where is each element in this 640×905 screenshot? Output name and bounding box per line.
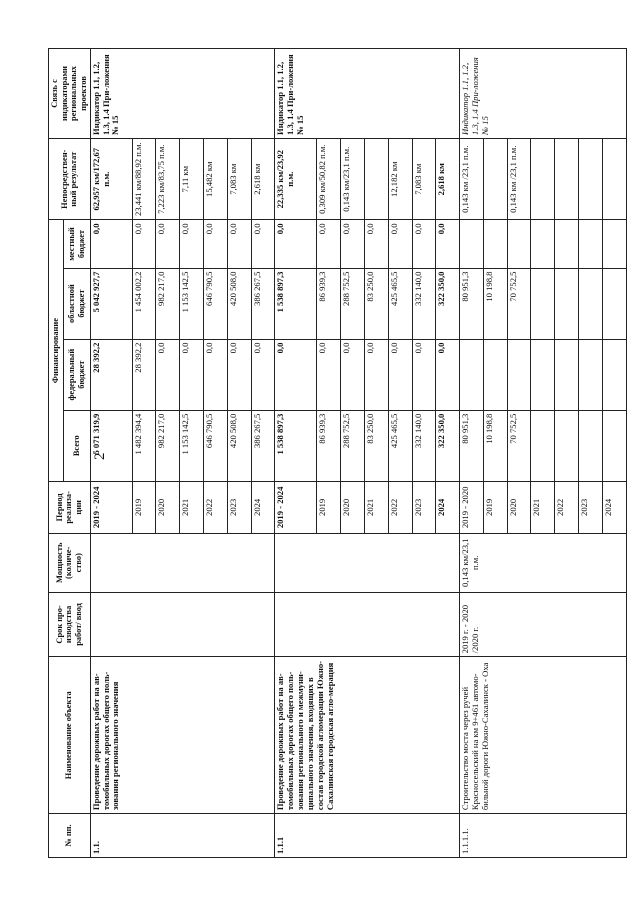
cell-res: 12,182 км bbox=[388, 138, 412, 220]
header-name: Наименование объекта bbox=[49, 657, 91, 814]
cell-total bbox=[578, 410, 602, 481]
header-capacity: Мощность (количе-ство) bbox=[49, 534, 91, 593]
cell-cap bbox=[90, 534, 275, 593]
cell-res: 15,482 км bbox=[204, 138, 228, 220]
cell-fed bbox=[483, 339, 507, 410]
cell-reg: 70 752,5 bbox=[507, 268, 531, 339]
cell-fed: 0,0 bbox=[275, 339, 317, 410]
cell-period: 2019 bbox=[317, 481, 341, 533]
cell-res: 7,223 км/83,75 п.м. bbox=[156, 138, 180, 220]
cell-fed: 28 392,2 bbox=[132, 339, 156, 410]
cell-reg: 1 153 142,5 bbox=[180, 268, 204, 339]
cell-reg bbox=[555, 268, 579, 339]
cell-loc: 0,0 bbox=[317, 220, 341, 268]
cell-fed: 0,0 bbox=[317, 339, 341, 410]
table-body bbox=[90, 49, 626, 858]
cell-period: 2023 bbox=[412, 481, 436, 533]
cell-res bbox=[578, 138, 602, 220]
cell-fed: 0,0 bbox=[412, 339, 436, 410]
cell-period: 2021 bbox=[180, 481, 204, 533]
cell-total: 1 538 897,3 bbox=[275, 410, 317, 481]
cell-res: 23,441 км/88,92 п.м. bbox=[132, 138, 156, 220]
cell-total: 425 465,5 bbox=[388, 410, 412, 481]
cell-period: 2019 bbox=[132, 481, 156, 533]
cell-cap: 0,143 км/23,1 п.м. bbox=[460, 534, 627, 593]
cell-fed bbox=[555, 339, 579, 410]
cell-fed: 0,0 bbox=[227, 339, 251, 410]
cell-total: 80 951,3 bbox=[460, 410, 484, 481]
cell-reg bbox=[602, 268, 626, 339]
cell-total: 1 482 394,4 bbox=[132, 410, 156, 481]
cell-fed: 0,0 bbox=[156, 339, 180, 410]
cell-loc: 0,0 bbox=[364, 220, 388, 268]
cell-period: 2021 bbox=[364, 481, 388, 533]
cell-res: 0,143 км/23,1 п.м. bbox=[341, 138, 365, 220]
cell-loc: 0,0 bbox=[227, 220, 251, 268]
cell-reg: 420 508,0 bbox=[227, 268, 251, 339]
header-local: местный бюджет bbox=[64, 220, 91, 268]
cell-total bbox=[602, 410, 626, 481]
header-federal: федеральный бюджет bbox=[64, 339, 91, 410]
cell-cap bbox=[275, 534, 460, 593]
cell-period: 2019 bbox=[483, 481, 507, 533]
cell-reg: 332 140,0 bbox=[412, 268, 436, 339]
header-num: № пп. bbox=[49, 814, 91, 858]
cell-res: 0,309 км/50,82 п.м. bbox=[317, 138, 341, 220]
cell-res: 7,083 км bbox=[227, 138, 251, 220]
cell-period: 2022 bbox=[388, 481, 412, 533]
cell-term bbox=[275, 592, 460, 657]
cell-link: Индикатор 1.1, 1.2, 1.3, 1.4 При-ложения № 15 bbox=[460, 49, 627, 139]
cell-total: 982 217,0 bbox=[156, 410, 180, 481]
cell-fed: 28 392,2 bbox=[90, 339, 132, 410]
cell-fed: 0,0 bbox=[204, 339, 228, 410]
cell-fed bbox=[531, 339, 555, 410]
cell-reg: 10 198,8 bbox=[483, 268, 507, 339]
cell-reg: 288 752,5 bbox=[341, 268, 365, 339]
header-link: Связь с индикаторами региональных проектов bbox=[49, 49, 91, 139]
cell-period: 2024 bbox=[436, 481, 460, 533]
table-row bbox=[275, 49, 317, 858]
cell-total: 1 153 142,5 bbox=[180, 410, 204, 481]
cell-total: 83 250,0 bbox=[364, 410, 388, 481]
cell-total: 5 071 319,9 bbox=[90, 410, 132, 481]
cell-loc: 0,0 bbox=[275, 220, 317, 268]
table-row bbox=[90, 49, 132, 858]
cell-total: 322 350,0 bbox=[436, 410, 460, 481]
cell-res: 2,618 км bbox=[436, 138, 460, 220]
cell-res bbox=[531, 138, 555, 220]
table-row bbox=[460, 49, 484, 858]
rotated-table-wrapper bbox=[48, 48, 620, 858]
cell-reg: 322 350,0 bbox=[436, 268, 460, 339]
cell-loc bbox=[578, 220, 602, 268]
cell-loc: 0,0 bbox=[251, 220, 275, 268]
cell-period: 2019 - 2020 bbox=[460, 481, 484, 533]
cell-fed: 0,0 bbox=[341, 339, 365, 410]
cell-fed: 0,0 bbox=[364, 339, 388, 410]
cell-fed bbox=[507, 339, 531, 410]
cell-loc bbox=[483, 220, 507, 268]
cell-res: 0,143 км /23,1 п.м. bbox=[507, 138, 531, 220]
cell-fed: 0,0 bbox=[388, 339, 412, 410]
cell-reg: 982 217,0 bbox=[156, 268, 180, 339]
cell-term bbox=[90, 592, 275, 657]
cell-reg bbox=[578, 268, 602, 339]
cell-total: 332 140,0 bbox=[412, 410, 436, 481]
cell-res: 7,083 км bbox=[412, 138, 436, 220]
cell-reg: 83 250,0 bbox=[364, 268, 388, 339]
cell-reg: 425 465,5 bbox=[388, 268, 412, 339]
cell-fed: 0,0 bbox=[251, 339, 275, 410]
cell-name: Строительство моста через ручей Красносельский на км 9+461 автомо-бильной дороги Южно-Сахалинск - Оха bbox=[460, 657, 627, 814]
cell-loc: 0,0 bbox=[132, 220, 156, 268]
cell-reg bbox=[531, 268, 555, 339]
cell-res: 22,335 км/23,92 п.м. bbox=[275, 138, 317, 220]
cell-period: 2023 bbox=[578, 481, 602, 533]
cell-num: 1.1. bbox=[90, 814, 275, 858]
cell-reg: 646 790,5 bbox=[204, 268, 228, 339]
cell-fed bbox=[602, 339, 626, 410]
cell-link: Индикатор 1.1, 1.2, 1.3, 1.4 При-ложения № 15 bbox=[90, 49, 275, 139]
cell-loc: 0,0 bbox=[436, 220, 460, 268]
cell-res bbox=[555, 138, 579, 220]
cell-period: 2019 - 2024 bbox=[90, 481, 132, 533]
cell-period: 2021 bbox=[531, 481, 555, 533]
cell-res bbox=[364, 138, 388, 220]
cell-name: Проведение дорожных работ на ав-томобильных дорогах общего поль-зования регионального и межмуни-ципального значения, входящих в состав городской агломерации Южно-Сахалинская городская агло-мерация bbox=[275, 657, 460, 814]
cell-loc: 0,0 bbox=[180, 220, 204, 268]
cell-loc: 0,0 bbox=[90, 220, 132, 268]
cell-num: 1.1.1 bbox=[275, 814, 460, 858]
header-period: Период реализа-ции bbox=[49, 481, 91, 533]
cell-period: 2020 bbox=[156, 481, 180, 533]
cell-loc: 0,0 bbox=[388, 220, 412, 268]
cell-period: 2020 bbox=[341, 481, 365, 533]
cell-total: 646 790,5 bbox=[204, 410, 228, 481]
header-regional: областной бюджет bbox=[64, 268, 91, 339]
cell-total: 70 752,5 bbox=[507, 410, 531, 481]
cell-loc bbox=[531, 220, 555, 268]
cell-loc: 0,0 bbox=[412, 220, 436, 268]
cell-total: 288 752,5 bbox=[341, 410, 365, 481]
cell-res bbox=[602, 138, 626, 220]
cell-term: 2019 г. - 2020 /2020 г. bbox=[460, 592, 627, 657]
cell-period: 2022 bbox=[204, 481, 228, 533]
header-term: Срок про-изводства работ/ ввод bbox=[49, 592, 91, 657]
cell-res bbox=[483, 138, 507, 220]
cell-reg: 5 042 927,7 bbox=[90, 268, 132, 339]
cell-total: 86 939,3 bbox=[317, 410, 341, 481]
cell-res: 0,143 км /23,1 п.м. bbox=[460, 138, 484, 220]
cell-fed: 0,0 bbox=[436, 339, 460, 410]
financing-table bbox=[48, 48, 627, 858]
cell-total bbox=[531, 410, 555, 481]
page-number: 2 bbox=[92, 452, 108, 460]
cell-period: 2023 bbox=[227, 481, 251, 533]
cell-reg: 1 538 897,3 bbox=[275, 268, 317, 339]
cell-period: 2024 bbox=[602, 481, 626, 533]
cell-loc bbox=[555, 220, 579, 268]
cell-res: 62,957 км/172,67 п.м. bbox=[90, 138, 132, 220]
cell-reg: 86 939,3 bbox=[317, 268, 341, 339]
cell-fed bbox=[578, 339, 602, 410]
cell-fed bbox=[460, 339, 484, 410]
cell-name: Проведение дорожных работ на ав-томобильных дорогах общего поль-зования регионального значения bbox=[90, 657, 275, 814]
cell-link: Индикатор 1.1, 1.2, 1.3, 1.4 При-ложения № 15 bbox=[275, 49, 460, 139]
cell-period: 2019 - 2024 bbox=[275, 481, 317, 533]
cell-reg: 1 454 002,2 bbox=[132, 268, 156, 339]
cell-period: 2020 bbox=[507, 481, 531, 533]
cell-fed: 0,0 bbox=[180, 339, 204, 410]
cell-loc: 0,0 bbox=[156, 220, 180, 268]
cell-num: 1.1.1.1. bbox=[460, 814, 627, 858]
cell-total: 420 508,0 bbox=[227, 410, 251, 481]
header-total: Всего bbox=[64, 410, 91, 481]
cell-res: 2,618 км bbox=[251, 138, 275, 220]
cell-loc bbox=[507, 220, 531, 268]
cell-loc: 0,0 bbox=[341, 220, 365, 268]
header-result: Непосредствен-ный результат bbox=[49, 138, 91, 220]
cell-loc bbox=[602, 220, 626, 268]
cell-reg: 80 951,3 bbox=[460, 268, 484, 339]
cell-period: 2022 bbox=[555, 481, 579, 533]
header-financing: Финансирование bbox=[49, 220, 64, 481]
cell-res: 7,11 км bbox=[180, 138, 204, 220]
cell-total: 386 267,5 bbox=[251, 410, 275, 481]
cell-total: 10 198,8 bbox=[483, 410, 507, 481]
cell-total bbox=[555, 410, 579, 481]
cell-loc: 0,0 bbox=[204, 220, 228, 268]
cell-loc bbox=[460, 220, 484, 268]
cell-reg: 386 267,5 bbox=[251, 268, 275, 339]
cell-period: 2024 bbox=[251, 481, 275, 533]
